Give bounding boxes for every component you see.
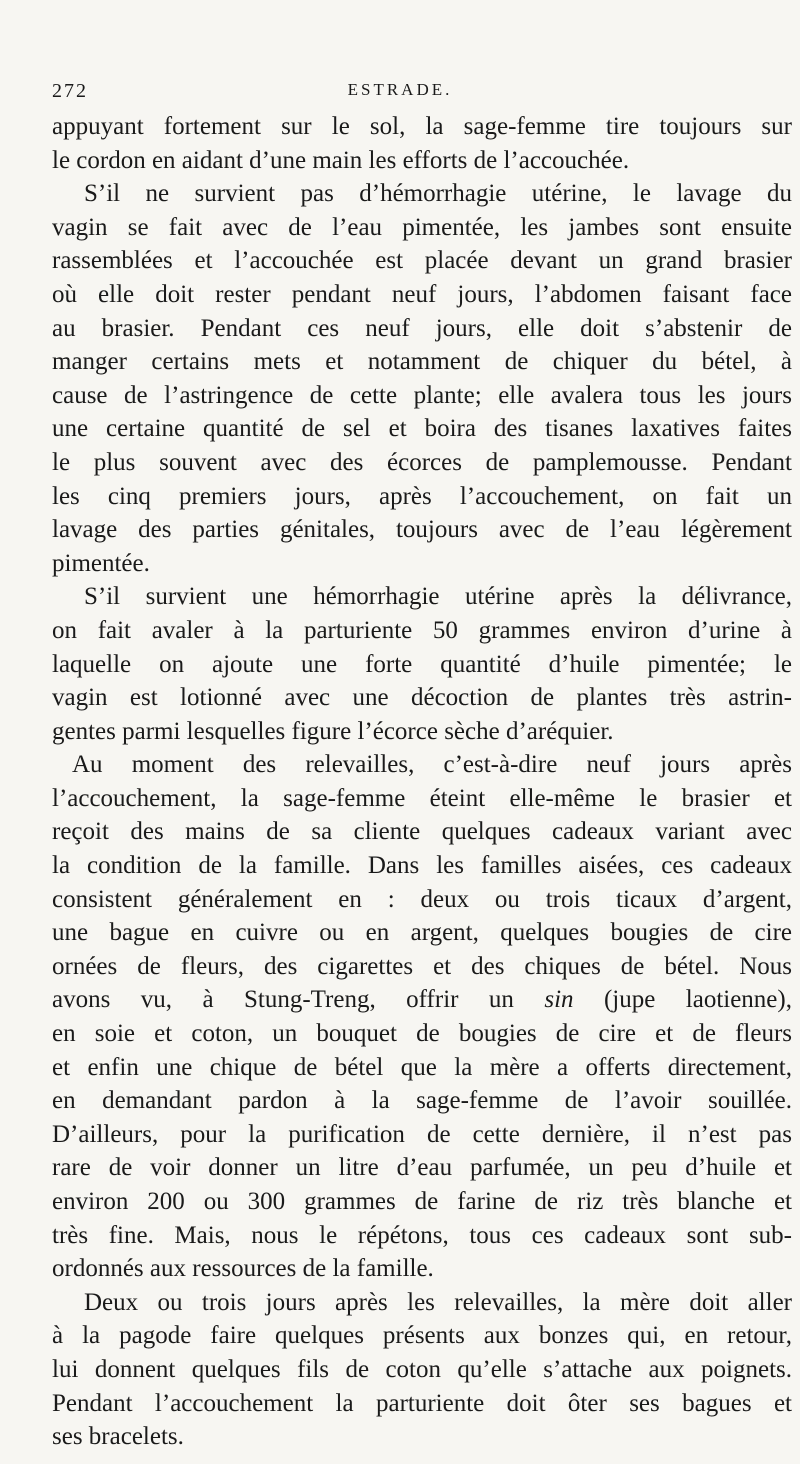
text-line: le cordon en aidant d’une main les efforts de l’accouchée. — [52, 146, 630, 174]
text-line: le plus souvent avec des écorces de pamplemousse. Pendant — [52, 448, 792, 476]
paragraph-3 — [52, 580, 792, 748]
text-line: à la pagode faire quelques présents aux bonzes qui, en retour, — [52, 1322, 792, 1350]
text-line: reçoit des mains de sa cliente quelques cadeaux variant avec — [52, 818, 792, 846]
text-line: Au moment des relevailles, c’est-à-dire neuf jours après — [72, 751, 792, 779]
text-line: vagin se fait avec de l’eau pimentée, les jambes sont ensuite — [52, 213, 792, 241]
body-text — [52, 110, 792, 1454]
text-line: manger certains mets et notamment de chiquer du bétel, à — [52, 348, 792, 376]
text-line: les cinq premiers jours, après l’accouchement, on fait un — [52, 482, 792, 510]
text-line: environ 200 ou 300 grammes de farine de riz très blanche et — [52, 1188, 792, 1215]
text-line: lavage des parties génitales, toujours avec de l’eau légèrement — [52, 516, 792, 544]
text-line: Pendant l’accouchement la parturiente doit ôter ses bagues et — [52, 1389, 792, 1417]
text-line: l’accouchement, la sage-femme éteint elle-même le brasier et — [52, 784, 792, 812]
text-line: rare de voir donner un litre d’eau parfumée, un peu d’huile et — [52, 1154, 792, 1182]
text-line: la condition de la famille. Dans les familles aisées, ces cadeaux — [52, 852, 792, 880]
page-number: 272 — [52, 80, 88, 102]
text-line: ordonnés aux ressources de la famille. — [52, 1255, 434, 1283]
text-line: consistent généralement en : deux ou trois ticaux d’argent, — [52, 885, 792, 913]
text-line: gentes parmi lesquelles figure l’écorce sèche d’aréquier. — [52, 717, 614, 745]
paragraph-1 — [52, 110, 792, 177]
text-line: une certaine quantité de sel et boira des tisanes laxatives faites — [52, 415, 792, 443]
paragraph-5 — [52, 1286, 792, 1454]
text-line: très fine. Mais, nous le répétons, tous ces cadeaux sont sub- — [52, 1221, 792, 1249]
text-line: et enfin une chique de bétel que la mère a offerts directement, — [52, 1053, 792, 1081]
text-line: S’il survient une hémorrhagie utérine après la délivrance, — [84, 583, 792, 611]
text-line: où elle doit rester pendant neuf jours, l’abdomen faisant face — [52, 280, 792, 308]
text-line: en soie et coton, un bouquet de bougies de cire et de fleurs — [52, 1020, 792, 1048]
text-line: pimentée. — [52, 549, 150, 577]
text-line: appuyant fortement sur le sol, la sage-femme tire toujours sur — [52, 113, 792, 140]
text-line: au brasier. Pendant ces neuf jours, elle doit s’abstenir de — [52, 314, 792, 342]
paragraph-4 — [52, 748, 792, 1286]
text-line: S’il ne survient pas d’hémorrhagie utérine, le lavage du — [84, 180, 792, 208]
text-line: lui donnent quelques fils de coton qu’elle s’attache aux poignets. — [52, 1355, 792, 1383]
paragraph-2 — [52, 177, 792, 580]
text-line: ses bracelets. — [52, 1423, 184, 1451]
text-line: laquelle on ajoute une forte quantité d’huile pimentée; le — [52, 650, 792, 678]
text-line: ornées de fleurs, des cigarettes et des chiques de bétel. Nous — [52, 952, 792, 980]
text-line: Deux ou trois jours après les relevailles, la mère doit aller — [84, 1288, 792, 1316]
text-line: on fait avaler à la parturiente 50 grammes environ d’urine à — [52, 616, 792, 644]
text-line: cause de l’astringence de cette plante; elle avalera tous les jours — [52, 381, 792, 409]
text-line: D’ailleurs, pour la purification de cette dernière, il n’est pas — [52, 1120, 792, 1148]
italic-word: sin — [544, 986, 574, 1014]
text-line: en demandant pardon à la sage-femme de l’avoir souillée. — [52, 1087, 792, 1115]
text-line: vagin est lotionné avec une décoction de plantes très astrin- — [52, 684, 792, 712]
page-header — [52, 80, 748, 110]
text-line: rassemblées et l’accouchée est placée devant un grand brasier — [52, 247, 792, 275]
text-line: une bague en cuivre ou en argent, quelques bougies de cire — [52, 919, 792, 947]
text-line: avons vu, à Stung-Treng, offrir un sin (jupe laotienne), — [52, 986, 792, 1014]
running-head: ESTRADE. — [347, 80, 453, 99]
